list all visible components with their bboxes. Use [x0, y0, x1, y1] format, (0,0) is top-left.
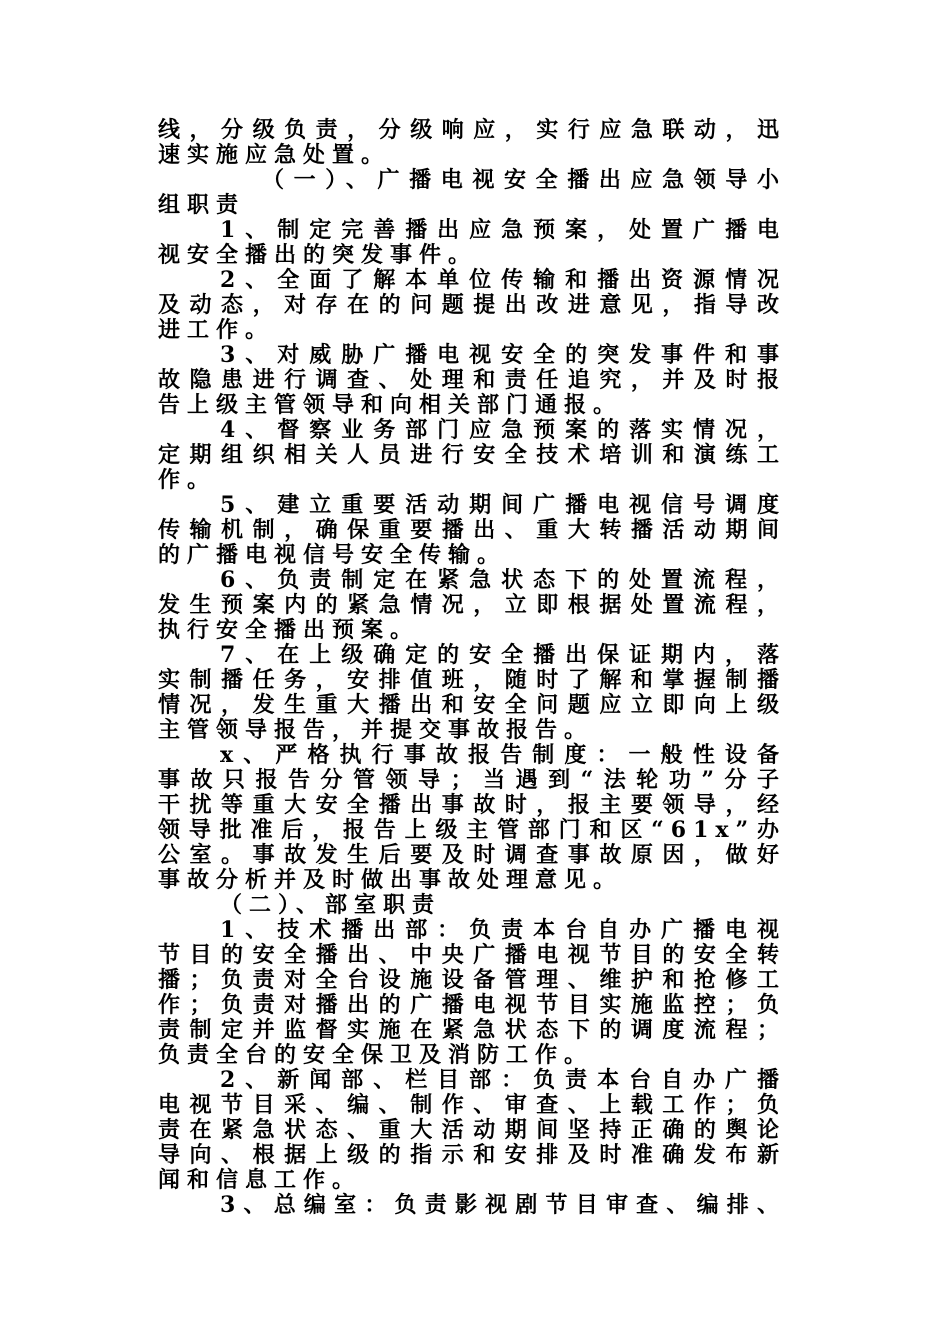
text-line: 组职责 — [158, 192, 246, 218]
text-line: 5、建立重要活动期间广播电视信号调度 — [220, 492, 786, 518]
text-line: 领导批准后，报告上级主管部门和区“61x”办 — [158, 817, 786, 843]
text-line: 3、总编室：负责影视剧节目审查、编排、 — [220, 1192, 786, 1218]
text-line: 干扰等重大安全播出事故时，报主要领导，经 — [158, 792, 786, 818]
text-line: 定期组织相关人员进行安全技术培训和演练工 — [158, 442, 786, 468]
text-line: 告上级主管领导和向相关部门通报。 — [158, 392, 623, 418]
document-body — [158, 118, 786, 1218]
text-line: 3、对威胁广播电视安全的突发事件和事 — [220, 342, 786, 368]
text-line: 发生预案内的紧急情况，立即根据处置流程， — [158, 592, 786, 618]
text-line: （一）、广播电视安全播出应急领导小 — [262, 167, 786, 193]
text-line: 传输机制，确保重要播出、重大转播活动期间 — [158, 517, 786, 543]
text-line: 责在紧急状态、重大活动期间坚持正确的舆论 — [158, 1117, 786, 1143]
text-line: 的广播电视信号安全传输。 — [158, 542, 507, 568]
text-line: 实制播任务，安排值班，随时了解和掌握制播 — [158, 667, 786, 693]
text-line: 速实施应急处置。 — [158, 142, 391, 168]
text-line: 进工作。 — [158, 317, 275, 343]
text-line: 1、技术播出部：负责本台自办广播电视 — [220, 917, 786, 943]
text-line: 1、制定完善播出应急预案，处置广播电 — [220, 217, 786, 243]
text-line: 主管领导报告，并提交事故报告。 — [158, 717, 594, 743]
text-line: 播；负责对全台设施设备管理、维护和抢修工 — [158, 967, 786, 993]
text-line: 情况，发生重大播出和安全问题应立即向上级 — [158, 692, 786, 718]
text-line: 公室。事故发生后要及时调查事故原因，做好 — [158, 842, 786, 868]
text-line: （二）、部室职责 — [220, 892, 442, 918]
text-line: 负责全台的安全保卫及消防工作。 — [158, 1042, 594, 1068]
text-line: 4、督察业务部门应急预案的落实情况， — [220, 417, 786, 443]
text-line: 电视节目采、编、制作、审查、上载工作；负 — [158, 1092, 786, 1118]
text-line: 事故分析并及时做出事故处理意见。 — [158, 867, 623, 893]
text-line: 2、新闻部、栏目部：负责本台自办广播 — [220, 1067, 786, 1093]
text-line: 6、负责制定在紧急状态下的处置流程， — [220, 567, 786, 593]
text-line: 及动态，对存在的问题提出改进意见，指导改 — [158, 292, 786, 318]
text-line: 节目的安全播出、中央广播电视节目的安全转 — [158, 942, 786, 968]
text-line: 作；负责对播出的广播电视节目实施监控；负 — [158, 992, 786, 1018]
text-line: 执行安全播出预案。 — [158, 617, 420, 643]
text-line: 2、全面了解本单位传输和播出资源情况 — [220, 267, 786, 293]
text-line: 线，分级负责，分级响应，实行应急联动，迅 — [158, 117, 786, 143]
text-line: 事故只报告分管领导；当遇到“法轮功”分子 — [158, 767, 786, 793]
text-line: 视安全播出的突发事件。 — [158, 242, 478, 268]
text-line: x、严格执行事故报告制度：一般性设备 — [220, 742, 786, 768]
text-line: 闻和信息工作。 — [158, 1167, 362, 1193]
text-line: 导向、根据上级的指示和安排及时准确发布新 — [158, 1142, 786, 1168]
text-line: 7、在上级确定的安全播出保证期内，落 — [220, 642, 786, 668]
text-line: 作。 — [158, 467, 217, 493]
text-line: 故隐患进行调查、处理和责任追究，并及时报 — [158, 367, 786, 393]
text-line: 责制定并监督实施在紧急状态下的调度流程； — [158, 1017, 786, 1043]
